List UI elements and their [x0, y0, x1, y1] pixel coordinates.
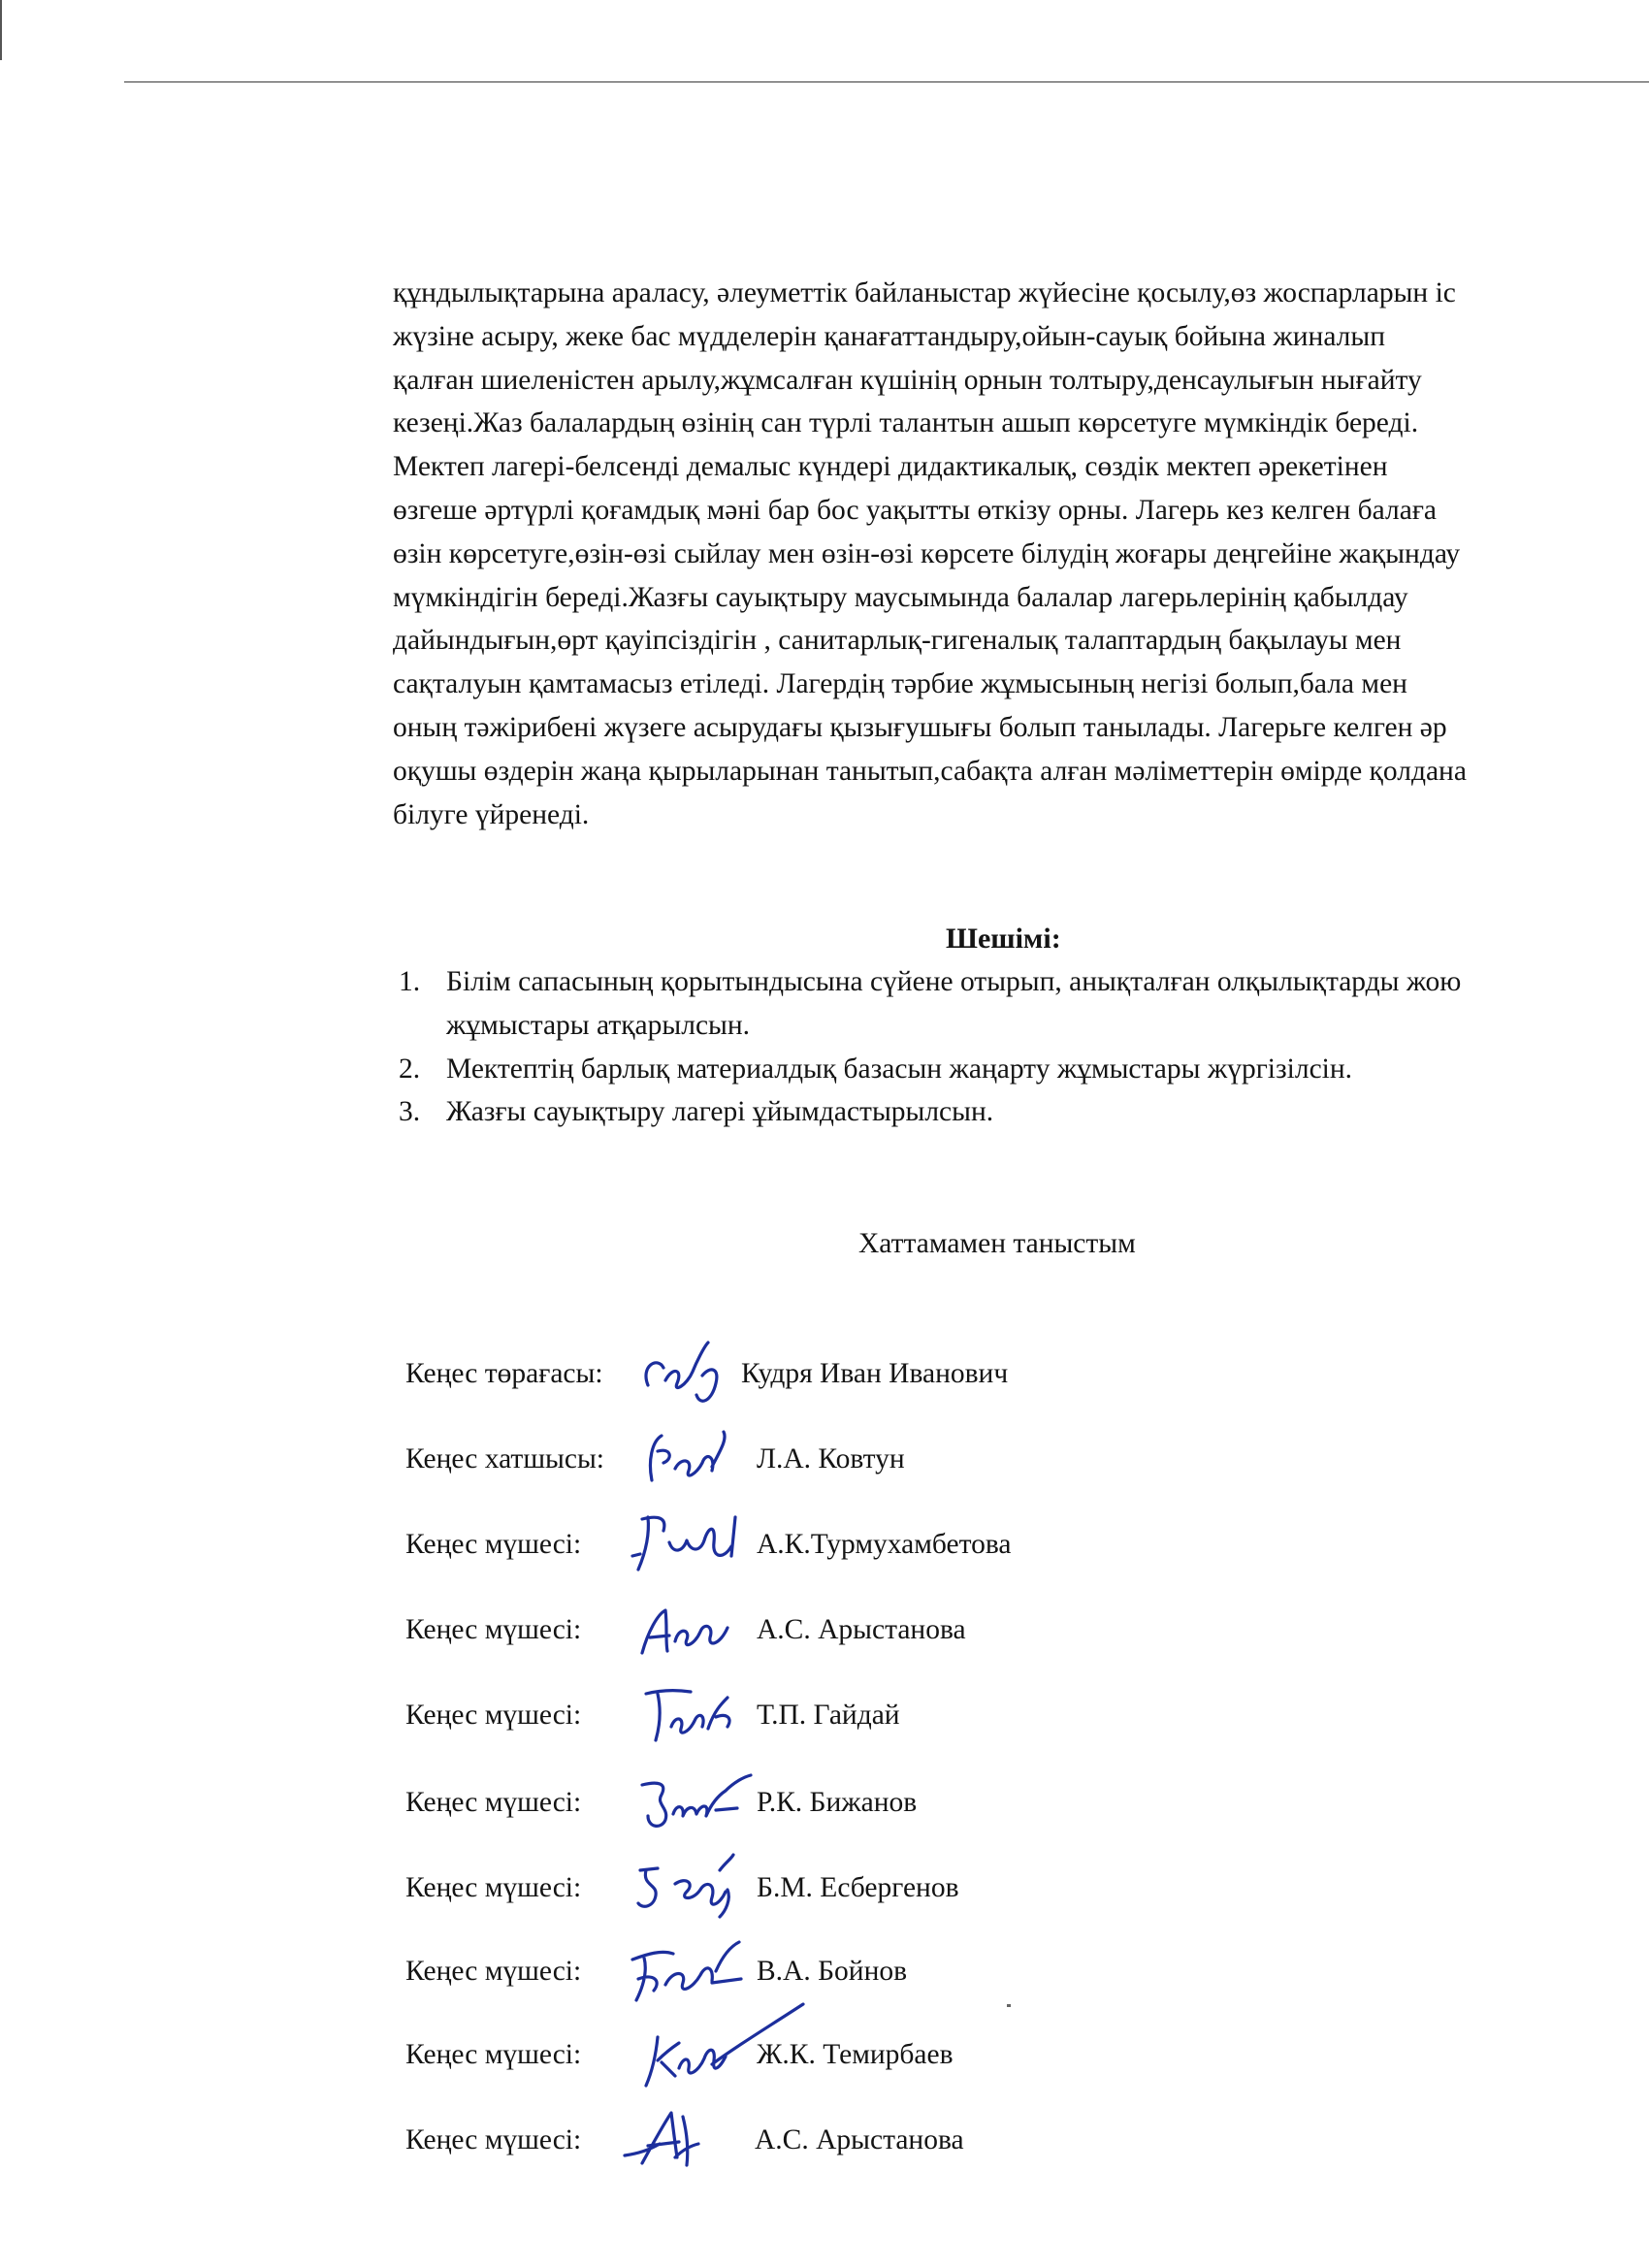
signatory-name: Ж.К. Темирбаев — [757, 2039, 954, 2070]
signatory-row — [405, 1517, 1569, 1575]
signatory-role: Кеңес мүшесі: — [405, 2039, 582, 2070]
handwritten-signature — [619, 1925, 755, 2022]
paragraph-line: Мектеп лагері-белсенді демалыс күндері дидактикалық, сөздік мектеп әрекетінен — [393, 451, 1388, 483]
handwritten-signature — [619, 1327, 755, 1424]
signatory-name: Кудря Иван Иванович — [741, 1358, 1009, 1389]
paragraph-line: қалған шиеленістен арылу,жұмсалған күшінің орнын толтыру,денсаулығын нығайту — [393, 364, 1422, 396]
signatory-row — [405, 1603, 1569, 1661]
signatory-role: Кеңес хатшысы: — [405, 1443, 604, 1474]
handwritten-signature — [619, 2008, 755, 2105]
signatory-name: А.С. Арыстанова — [755, 2124, 964, 2155]
handwritten-signature — [619, 2093, 755, 2190]
signatory-row — [405, 1861, 1569, 1919]
signatory-name: Б.М. Есбергенов — [757, 1872, 959, 1903]
handwritten-signature — [619, 1669, 755, 1766]
header-rule — [124, 81, 1649, 82]
signatory-name: В.А. Бойнов — [757, 1956, 908, 1987]
signatory-row — [405, 1775, 1569, 1833]
paragraph-line: дайындығын,өрт қауіпсіздігін , санитарлық-гигеналық талаптардың бақылауы мен — [393, 625, 1402, 657]
signatory-row — [405, 1944, 1569, 2002]
handwritten-signature — [619, 1583, 755, 1680]
paragraph-line: білуге үйренеді. — [393, 798, 590, 830]
decision-item-number: 2. — [399, 1053, 421, 1085]
handwritten-signature — [619, 1498, 755, 1595]
handwritten-signature — [619, 1412, 755, 1509]
decision-item-line: Білім сапасының қорытындысына сүйене отырып, анықталған олқылықтарды жою — [446, 966, 1462, 997]
paragraph-line: сақталуын қамтамасыз етіледі. Лагердің тәрбие жұмысының негізі болып,бала мен — [393, 668, 1407, 700]
signatory-name: А.С. Арыстанова — [757, 1614, 966, 1645]
signatory-row — [405, 1688, 1569, 1746]
signatory-row — [405, 2027, 1569, 2086]
paragraph-line: кезеңі.Жаз балалардың өзінің сан түрлі талантын ашып көрсетуге мүмкіндік береді. — [393, 407, 1419, 439]
paragraph-line: мүмкіндігін береді.Жазғы сауықтыру маусымында балалар лагерьлерінің қабылдау — [393, 581, 1408, 613]
decision-item-number: 3. — [399, 1096, 421, 1128]
decision-item-line: Жазғы сауықтыру лагері ұйымдастырылсын. — [446, 1096, 994, 1128]
signatory-name: Л.А. Ковтун — [757, 1443, 905, 1474]
signatory-role: Кеңес мүшесі: — [405, 1700, 582, 1731]
paragraph-line: құндылықтарына араласу, әлеуметтік байланыстар жүйесіне қосылу,өз жоспарларын іс — [393, 277, 1456, 308]
paragraph-line: оқушы өздерін жаңа қырыларынан танытып,сабақта алған мәліметтерін өмірде қолдана — [393, 755, 1467, 787]
decision-item — [393, 1048, 1625, 1091]
signatory-role: Кеңес мүшесі: — [405, 1529, 582, 1560]
signatory-row — [405, 1432, 1569, 1490]
scan-edge-mark — [0, 0, 2, 60]
signatory-name: Р.К. Бижанов — [757, 1787, 918, 1818]
signatory-role: Кеңес төрағасы: — [405, 1358, 603, 1389]
decision-title: Шешімі: — [946, 923, 1061, 955]
acknowledgement-line: Хаттамамен таныстым — [858, 1228, 1136, 1259]
decision-item — [393, 960, 1625, 1048]
decision-item — [393, 1090, 1625, 1134]
signatory-name: Т.П. Гайдай — [757, 1700, 900, 1731]
body-paragraph — [393, 272, 1625, 836]
paragraph-line: жүзіне асыру, жеке бас мүдделерін қанағаттандыру,ойын-сауық бойына жиналып — [393, 320, 1386, 352]
signatory-role: Кеңес мүшесі: — [405, 1956, 582, 1987]
scan-speck — [1007, 2004, 1011, 2007]
decision-list — [393, 960, 1625, 1134]
signatory-role: Кеңес мүшесі: — [405, 1872, 582, 1903]
decision-item-line: жұмыстары атқарылсын. — [446, 1009, 751, 1041]
paragraph-line: өзгеше әртүрлі қоғамдық мәні бар бос уақытты өткізу орны. Лагерь кез келген балаға — [393, 494, 1438, 526]
signatory-role: Кеңес мүшесі: — [405, 2124, 582, 2155]
decision-item-number: 1. — [399, 966, 421, 997]
decision-item-line: Мектептің барлық материалдық базасын жаңарту жұмыстары жүргізілсін. — [446, 1053, 1353, 1085]
paragraph-line: оның тәжірибені жүзеге асырудағы қызығушығы болып танылады. Лагерьге келген әр — [393, 711, 1447, 743]
signatory-row — [405, 2113, 1569, 2171]
handwritten-signature — [619, 1841, 755, 1938]
signatory-row — [405, 1346, 1569, 1405]
handwritten-signature — [619, 1756, 755, 1853]
signatory-role: Кеңес мүшесі: — [405, 1614, 582, 1645]
signatory-role: Кеңес мүшесі: — [405, 1787, 582, 1818]
paragraph-line: өзін көрсетуге,өзін-өзі сыйлау мен өзін-өзі көрсете білудің жоғары деңгейіне жақындау — [393, 537, 1461, 569]
signatory-name: А.К.Турмухамбетова — [757, 1529, 1012, 1560]
